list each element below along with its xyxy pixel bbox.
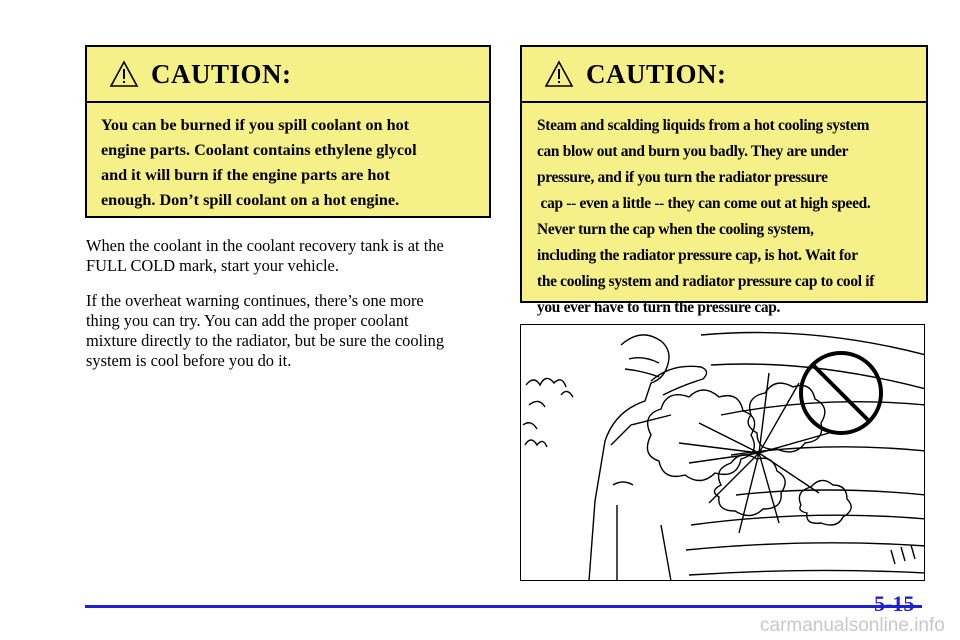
- paragraph-line: If the overheat warning continues, there’s one more: [86, 291, 424, 310]
- warning-triangle-icon: [544, 60, 574, 88]
- caution-text: [87, 103, 489, 216]
- paragraph-line: FULL COLD mark, start your vehicle.: [86, 256, 339, 275]
- caution-title: CAUTION:: [151, 58, 292, 89]
- paragraph-line: thing you can try. You can add the proper coolant: [86, 311, 409, 330]
- caution-line: engine parts. Coolant contains ethylene glycol: [101, 141, 417, 159]
- caution-text: [522, 103, 926, 316]
- body-paragraph: [86, 291, 491, 371]
- footer-rule: [85, 605, 922, 608]
- caution-line: you ever have to turn the pressure cap.: [537, 299, 781, 316]
- caution-line: and it will burn if the engine parts are hot: [101, 166, 390, 184]
- caution-line: enough. Don’t spill coolant on a hot engine.: [101, 191, 400, 209]
- caution-line: the cooling system and radiator pressure cap to cool if: [537, 273, 875, 290]
- caution-line: can blow out and burn you badly. They are under: [537, 143, 849, 160]
- paragraph-line: When the coolant in the coolant recovery tank is at the: [86, 236, 444, 255]
- body-paragraph: [86, 236, 491, 276]
- caution-line: Never turn the cap when the cooling system,: [537, 221, 814, 238]
- caution-box-coolant-burn: [85, 45, 491, 218]
- paragraph-line: mixture directly to the radiator, but be sure the cooling: [86, 331, 445, 350]
- caution-title: CAUTION:: [586, 58, 727, 89]
- watermark: carmanualsonline.info: [760, 615, 945, 636]
- steam-burn-illustration: [521, 325, 925, 581]
- caution-line: Steam and scalding liquids from a hot cooling system: [537, 117, 870, 134]
- caution-line: cap -- even a little -- they can come out at high speed.: [537, 195, 871, 212]
- paragraph-line: system is cool before you do it.: [86, 351, 292, 370]
- caution-header: [522, 47, 926, 103]
- caution-line: including the radiator pressure cap, is hot. Wait for: [537, 247, 858, 264]
- caution-header: [87, 47, 489, 103]
- caution-line: You can be burned if you spill coolant on hot: [101, 116, 410, 134]
- caution-box-steam-pressure: [520, 45, 928, 316]
- page-number: 5-15: [874, 591, 915, 616]
- illustration-hot-radiator-cap: [520, 324, 925, 581]
- caution-line: pressure, and if you turn the radiator pressure: [537, 169, 828, 186]
- warning-triangle-icon: [109, 60, 139, 88]
